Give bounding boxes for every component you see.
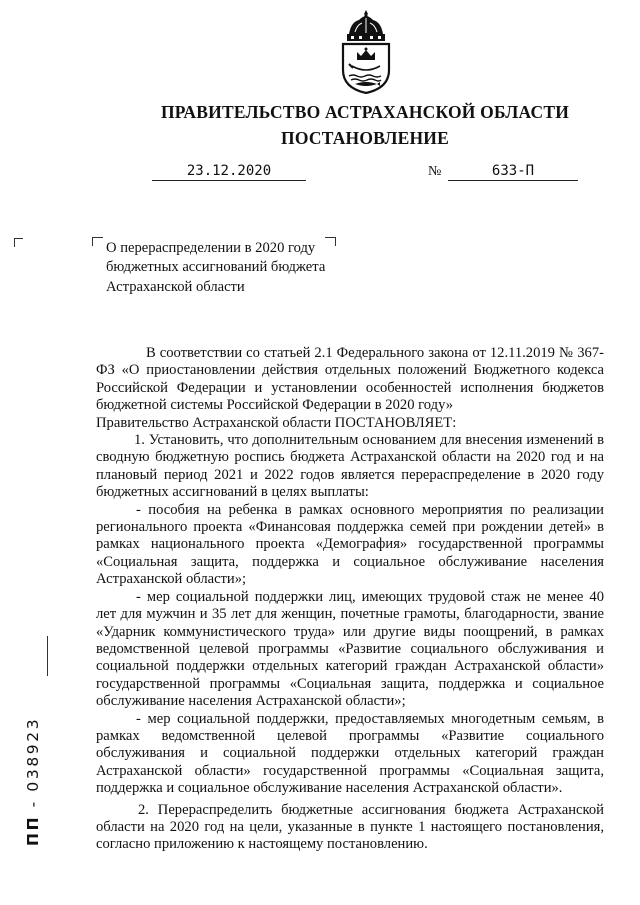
- coat-of-arms-icon: [335, 8, 397, 94]
- bullet-paragraph: - пособия на ребенка в рамках основного мероприятия по реализации регионального проекта «Финансовая поддержка семей при рождении детей» в рамках национального проекта «Демография» государственной программы «Социальная защита, поддержка и социальное обслуживание населения Астраханской области»;: [96, 501, 604, 588]
- resolves-line: Правительство Астраханской области ПОСТАНОВЛЯЕТ:: [96, 414, 457, 431]
- subject-line: Астраханской области: [106, 278, 245, 295]
- preamble-paragraph: В соответствии со статьей 2.1 Федерального закона от 12.11.2019 № 367-ФЗ «О приостановлении действия отдельных положений Бюджетного кодекса Российской Федерации и установлении особенностей исполнения бюджетов бюджетной системы Российской Федерации в 2020 году»: [96, 345, 604, 414]
- item-1-paragraph: 1. Установить, что дополнительным основанием для внесения изменений в сводную бюджетную роспись бюджета Астраханской области на 2020 год и на плановый период 2021 и 2022 годов является перераспределение в 2020 году бюджетных ассигнований в целях выплаты:: [96, 432, 604, 501]
- bullet-paragraph: - мер социальной поддержки лиц, имеющих трудовой стаж не менее 40 лет для мужчин и 35 лет для женщин, почетные грамоты, благодарности, звание «Ударник коммунистического труда» или другие виды поощрений, в рамках ведомственной целевой программы «Развитие социального обслуживания и социальной поддержки отдельных категорий граждан Астраханской области» государственной программы «Социальная защита, поддержка и социальное обслуживание населения Астраханской области»;: [96, 588, 604, 710]
- crown-icon: [347, 10, 385, 41]
- margin-line: [47, 636, 48, 676]
- bullet-paragraph: - мер социальной поддержки, предоставляемых многодетным семьям, в рамках ведомственной целевой программы «Развитие социального обслуживания и социальной поддержки отдельных категорий граждан Астраханской области» государственной программы «Социальная защита, поддержка и социальное обслуживание населения Астраханской области».: [96, 710, 604, 797]
- serial-number: - 038923: [24, 716, 42, 815]
- document-body: [96, 345, 604, 854]
- document-number: 633-П: [448, 162, 578, 181]
- title-bracket-left: [92, 237, 103, 246]
- document-type: ПОСТАНОВЛЕНИЕ: [281, 128, 449, 148]
- corner-mark: [14, 238, 23, 247]
- item-2-paragraph: 2. Перераспределить бюджетные ассигнования бюджета Астраханской области на 2020 год на цели, указанные в пункте 1 настоящего постановления, согласно приложению к настоящему постановлению.: [96, 801, 604, 853]
- document-date: 23.12.2020: [152, 162, 306, 181]
- subject-line: бюджетных ассигнований бюджета: [106, 259, 326, 276]
- margin-serial-number: [24, 717, 42, 846]
- subject-line: О перераспределении в 2020 году: [106, 240, 316, 256]
- serial-series: ПП: [24, 814, 42, 846]
- number-label: №: [428, 164, 442, 179]
- government-title: ПРАВИТЕЛЬСТВО АСТРАХАНСКОЙ ОБЛАСТИ: [160, 102, 570, 122]
- document-subject: [106, 239, 338, 297]
